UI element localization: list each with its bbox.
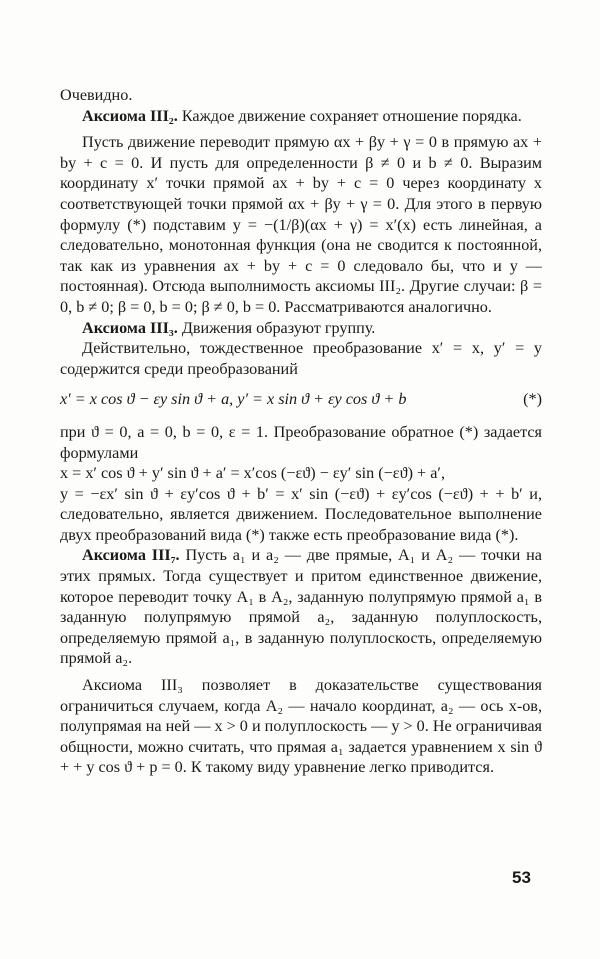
- axiom-heading: Аксиома III₂.: [82, 106, 178, 125]
- axiom-text: Движения образуют группу.: [181, 318, 376, 337]
- text-line: Очевидно.: [60, 86, 133, 104]
- axiom-text: Каждое движение сохраняет отношение порядка.: [181, 106, 522, 125]
- axiom-7: [60, 545, 542, 669]
- formula-expression: x′ = x cos ϑ − εy sin ϑ + a, y′ = x sin ϑ + εy cos ϑ + b: [60, 390, 407, 409]
- page-number: 53: [512, 868, 531, 887]
- paragraph: y = −εx′ sin ϑ + εy′cos ϑ + b′ = x′ sin (−εϑ) + εy′cos (−εϑ) + + b′ и, следовательно, является движением. Последовательное выполнение двух преобразований вида (*) также есть преобразование вида (*).: [60, 484, 542, 544]
- formula-line: x = x′ cos ϑ + y′ sin ϑ + a′ = x′cos (−εϑ) − εy′ sin (−εϑ) + a′,: [60, 464, 446, 483]
- axiom-heading: Аксиома III₃.: [82, 318, 178, 337]
- formula-tag: (*): [523, 390, 542, 409]
- paragraph: Действительно, тождественное преобразование x′ = x, y′ = y содержится среди преобразований: [60, 339, 542, 378]
- paragraph: Пусть движение переводит прямую αx + βy + γ = 0 в прямую ax + by + c = 0. И пусть для определенности β ≠ 0 и b ≠ 0. Выразим координату x′ точки прямой ax + by + c = 0 через координату x соответствующей точки прямой αx + βy + γ = 0. Для этого в первую формулу (*) подставим y = −(1/β)(αx + γ) = x′(x) есть линейная, а следовательно, монотонная функция (она не сводится к постоянной, так как из уравнения ax + by + c = 0 следовало бы, что и y — постоянная). Отсюда выполнимость аксиомы III₂. Другие случаи: β = 0, b ≠ 0; β = 0, b = 0; β ≠ 0, b = 0. Рассматриваются аналогично.: [60, 133, 542, 316]
- axiom-heading: Аксиома III₇.: [82, 546, 180, 565]
- page-text: [60, 85, 542, 778]
- paragraph: при ϑ = 0, a = 0, b = 0, ε = 1. Преобразование обратное (*) задается формулами: [60, 422, 542, 462]
- axiom-2: [60, 106, 542, 127]
- axiom-3: [60, 318, 542, 339]
- axiom-text: Пусть a₁ и a₂ — две прямые, A₁ и A₂ — точки на этих прямых. Тогда существует и притом единственное движение, которое переводит точку A₁ в A₂, заданную полупрямую прямой a₁ в заданную полупрямую прямой a₂, заданную полуплоскость, определяемую прямой a₁, в заданную полуплоскость, определяемую прямой a₂.: [60, 546, 542, 668]
- paragraph: Аксиома III₃ позволяет в доказательстве существования ограничиться случаем, когда A₂ — начало координат, a₂ — ось x-ов, полупрямая на ней — x > 0 и полуплоскость — y > 0. Не ограничивая общности, можно считать, что прямая a₁ задается уравнением x sin ϑ + + y cos ϑ + p = 0. К такому виду уравнение легко приводится.: [60, 676, 542, 777]
- formula: [60, 389, 542, 410]
